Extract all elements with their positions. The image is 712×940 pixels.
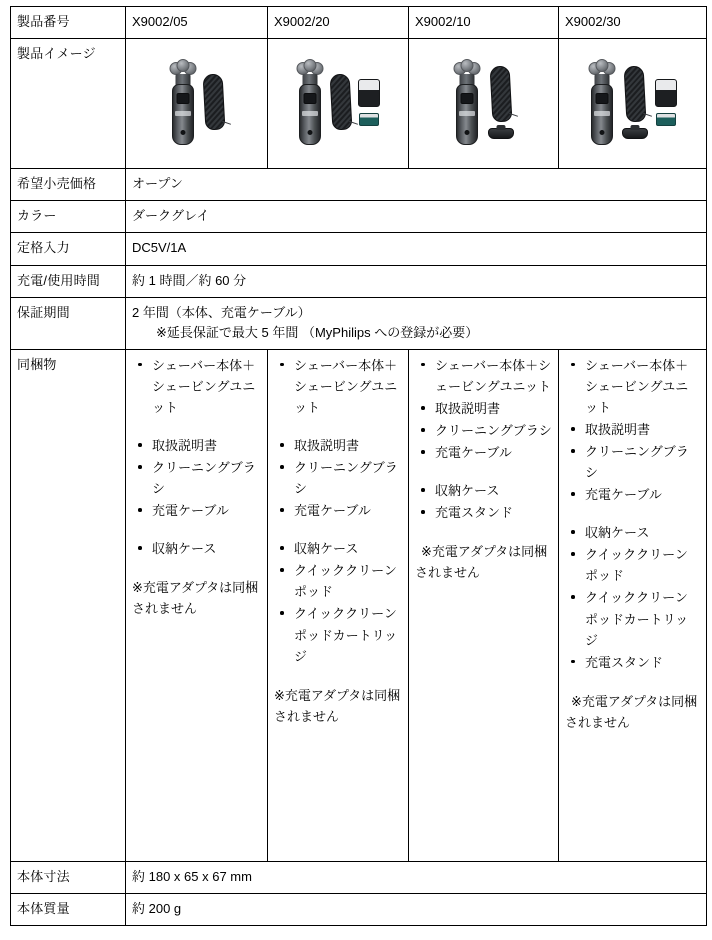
row-label-warranty: 保証期間 [11, 297, 126, 349]
list-item: クイッククリーンポッドカートリッジ [274, 603, 402, 666]
color-value: ダークグレイ [126, 201, 707, 233]
list-item: 充電ケーブル [565, 484, 700, 505]
list-item: 充電スタンド [415, 502, 552, 523]
row-label-color: カラー [11, 201, 126, 233]
row-label-weight: 本体質量 [11, 894, 126, 926]
table-row-bundle [11, 349, 707, 861]
bundle-note-1: ※充電アダプタは同梱されません [132, 580, 259, 617]
table-row-rated-input [11, 233, 707, 265]
list-item: 充電ケーブル [132, 500, 261, 521]
bundle-cell-2 [268, 349, 409, 861]
product-image-cell-4 [559, 39, 707, 169]
bundle-note-2: ※充電アダプタは同梱されません [274, 687, 401, 724]
list-item: クイッククリーンポッド [274, 560, 402, 602]
table-row-product-image [11, 39, 707, 169]
product-image-cell-3 [409, 39, 559, 169]
table-row-warranty [11, 297, 707, 349]
clean-pod-icon [655, 79, 677, 107]
weight-value: 約 200 g [126, 894, 707, 926]
row-label-bundle: 同梱物 [11, 349, 126, 861]
row-label-product-image: 製品イメージ [11, 39, 126, 169]
pod-cartridge-icon [656, 113, 676, 126]
charging-stand-icon [622, 128, 648, 139]
list-item: クリーニングブラシ [565, 441, 700, 483]
product-photo-2 [274, 44, 402, 160]
list-item: 充電スタンド [565, 652, 700, 673]
charging-stand-icon [488, 128, 514, 139]
list-item: 収納ケース [415, 480, 552, 501]
bundle-list-2 [274, 355, 402, 667]
list-item: 収納ケース [274, 538, 402, 559]
bundle-list-1 [132, 355, 261, 559]
list-item: 収納ケース [565, 522, 700, 543]
product-spec-table [10, 6, 707, 926]
list-item: クリーニングブラシ [415, 420, 552, 441]
product-photo-3 [415, 44, 552, 160]
list-item: 取扱説明書 [132, 435, 261, 456]
table-row-dimensions [11, 861, 707, 893]
table-row-weight [11, 894, 707, 926]
price-value: オープン [126, 169, 707, 201]
shaver-icon [588, 59, 615, 145]
pouch-icon [202, 74, 225, 131]
row-label-model: 製品番号 [11, 7, 126, 39]
list-item: 充電ケーブル [274, 500, 402, 521]
model-value-4: X9002/30 [559, 7, 707, 39]
bundle-cell-3 [409, 349, 559, 861]
shaver-icon [454, 59, 481, 145]
shaver-icon [170, 59, 197, 145]
bundle-list-3 [415, 355, 552, 523]
pouch-stand-group [488, 66, 514, 139]
list-item: クイッククリーンポッド [565, 544, 700, 586]
list-item: シェーバー本体＋シェービングユニット [415, 355, 552, 397]
product-photo-4 [565, 44, 700, 160]
warranty-line-2: ※延長保証で最大 5 年間 （MyPhilips への登録が必要） [156, 324, 479, 340]
pouch-stand-group [622, 66, 648, 139]
list-item: シェーバー本体＋シェービングユニット [565, 355, 700, 418]
list-item: 充電ケーブル [415, 442, 552, 463]
clean-pod-icon [358, 79, 380, 107]
table-row-price [11, 169, 707, 201]
bundle-note-4: ※充電アダプタは同梱されません [565, 693, 698, 730]
warranty-line-1: 2 年間（本体、充電ケーブル） [132, 304, 311, 320]
warranty-value [126, 297, 707, 349]
rated-input-value: DC5V/1A [126, 233, 707, 265]
model-value-3: X9002/10 [409, 7, 559, 39]
model-value-1: X9002/05 [126, 7, 268, 39]
list-item: シェーバー本体＋シェービングユニット [132, 355, 261, 418]
list-item: 取扱説明書 [415, 398, 552, 419]
pouch-icon [329, 74, 352, 131]
bundle-note-3: ※充電アダプタは同梱されません [415, 544, 548, 581]
list-item: 取扱説明書 [565, 419, 700, 440]
product-image-cell-1 [126, 39, 268, 169]
list-item: シェーバー本体＋シェービングユニット [274, 355, 402, 418]
bundle-cell-4 [559, 349, 707, 861]
pouch-icon [489, 65, 512, 122]
list-item: 収納ケース [132, 538, 261, 559]
list-item: クリーニングブラシ [274, 457, 402, 499]
pod-cartridge-icon [359, 113, 379, 126]
row-label-price: 希望小売価格 [11, 169, 126, 201]
list-item: 取扱説明書 [274, 435, 402, 456]
pouch-icon [624, 65, 647, 122]
shaver-icon [297, 59, 324, 145]
product-image-cell-2 [268, 39, 409, 169]
row-label-dimensions: 本体寸法 [11, 861, 126, 893]
list-item: クイッククリーンポッドカートリッジ [565, 587, 700, 650]
table-row-model [11, 7, 707, 39]
charge-time-value: 約 1 時間／約 60 分 [126, 265, 707, 297]
product-photo-1 [132, 44, 261, 160]
pod-group [358, 79, 380, 126]
dimensions-value: 約 180 x 65 x 67 mm [126, 861, 707, 893]
row-label-charge-time: 充電/使用時間 [11, 265, 126, 297]
list-item: クリーニングブラシ [132, 457, 261, 499]
model-value-2: X9002/20 [268, 7, 409, 39]
bundle-cell-1 [126, 349, 268, 861]
table-row-charge-time [11, 265, 707, 297]
bundle-list-4 [565, 355, 700, 673]
row-label-rated-input: 定格入力 [11, 233, 126, 265]
table-row-color [11, 201, 707, 233]
pod-group [655, 79, 677, 126]
